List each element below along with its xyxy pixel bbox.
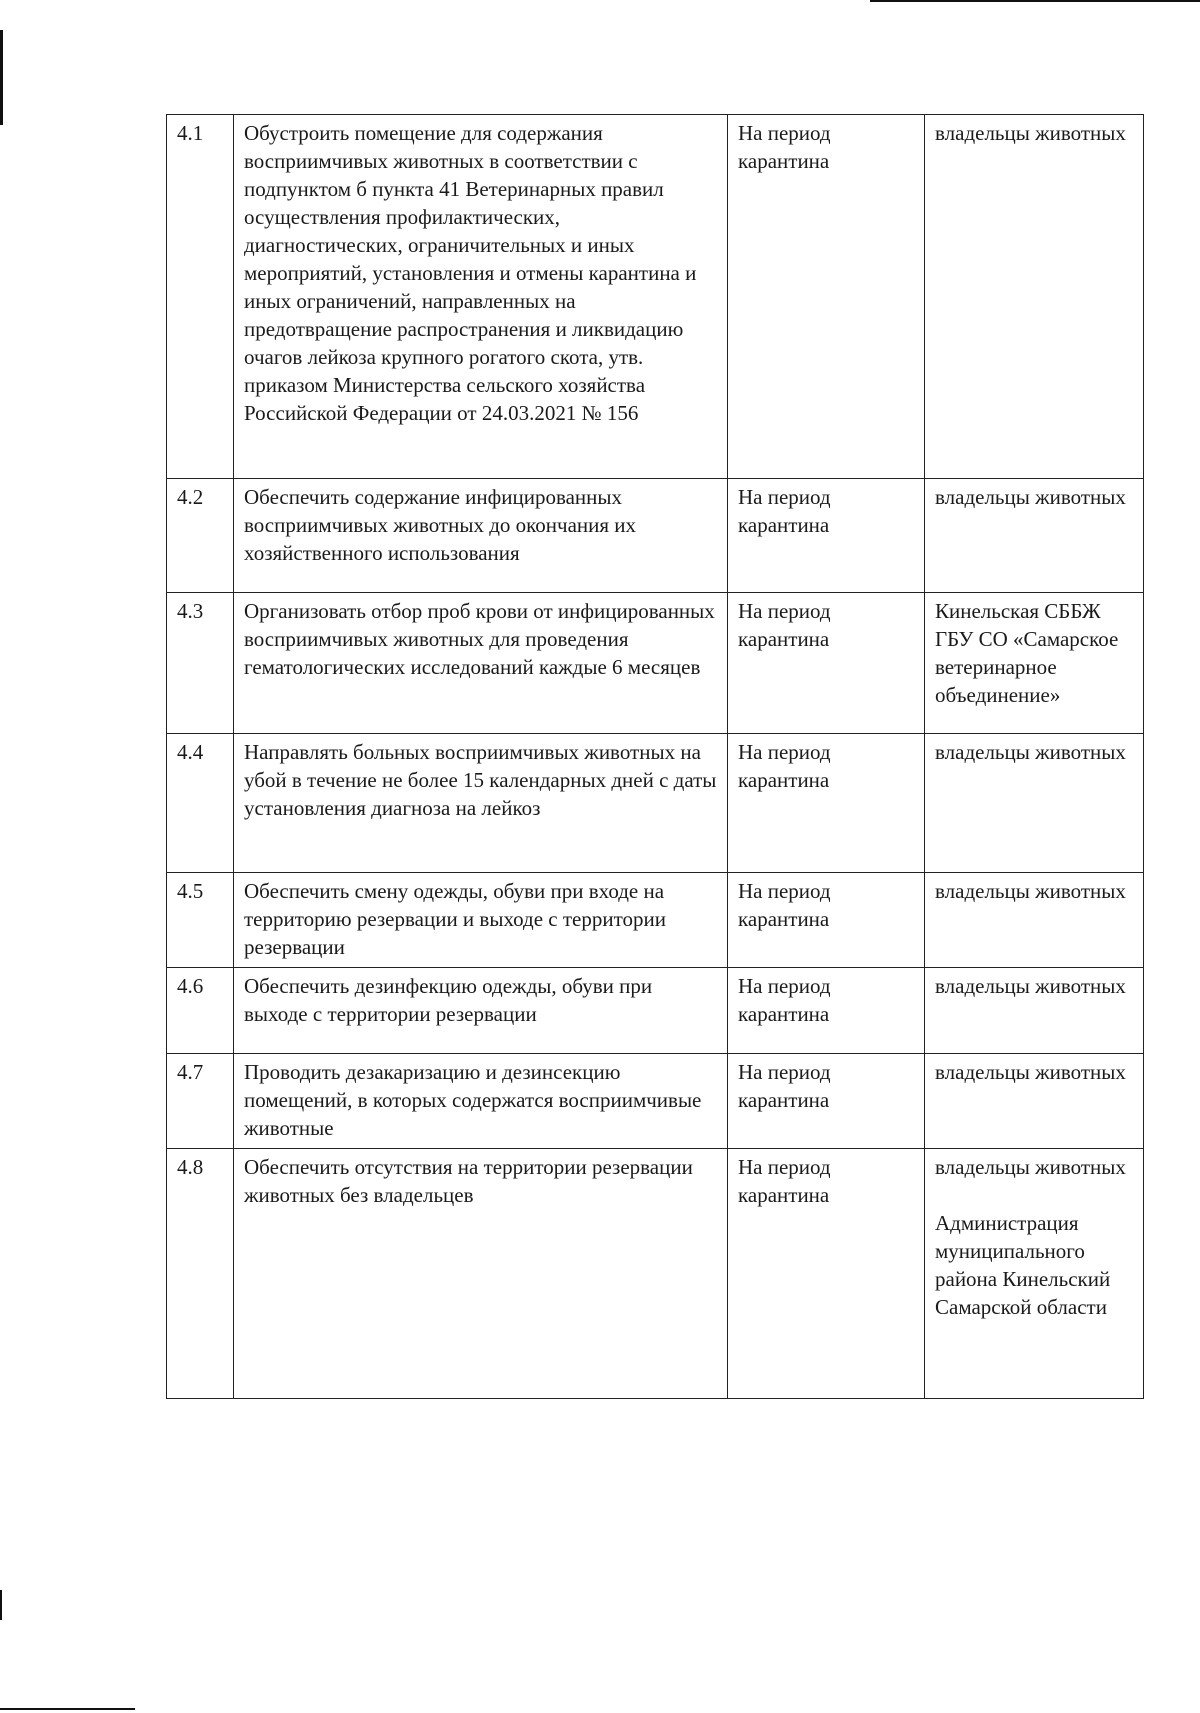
- row-number: 4.7: [167, 1054, 234, 1149]
- table-row: [167, 479, 1144, 593]
- responsible-text: владельцы животных: [925, 479, 1144, 593]
- table-row: [167, 734, 1144, 873]
- responsible-text: владельцы животных: [935, 1155, 1126, 1179]
- measure-text: Направлять больных восприимчивых животных на убой в течение не более 15 календарных дней с даты установления диагноза на лейкоз: [234, 734, 728, 873]
- measure-text: Организовать отбор проб крови от инфицированных восприимчивых животных для проведения гематологических исследований каждые 6 месяцев: [234, 593, 728, 734]
- row-number: 4.5: [167, 873, 234, 968]
- term-text: На период карантина: [728, 1054, 925, 1149]
- term-text: На период карантина: [728, 968, 925, 1054]
- scan-edge-mark: [0, 1590, 2, 1620]
- responsible-text: владельцы животных: [925, 873, 1144, 968]
- row-number: 4.4: [167, 734, 234, 873]
- table-row: [167, 115, 1144, 479]
- responsible-text: владельцы животных: [925, 734, 1144, 873]
- responsible-text: Кинельская СББЖ ГБУ СО «Самарское ветеринарное объединение»: [925, 593, 1144, 734]
- measure-text: Обеспечить содержание инфицированных восприимчивых животных до окончания их хозяйственного использования: [234, 479, 728, 593]
- measure-text: Обеспечить смену одежды, обуви при входе на территорию резервации и выходе с территории резервации: [234, 873, 728, 968]
- table-row: [167, 1149, 1144, 1399]
- row-number: 4.3: [167, 593, 234, 734]
- scan-edge-mark: [0, 1708, 135, 1710]
- measures-table: [166, 114, 1144, 1399]
- responsible-cell: [925, 1149, 1144, 1399]
- table-row: [167, 873, 1144, 968]
- table-row: [167, 968, 1144, 1054]
- table-row: [167, 593, 1144, 734]
- responsible-text: владельцы животных: [925, 968, 1144, 1054]
- scan-edge-mark: [0, 30, 3, 125]
- term-text: На период карантина: [728, 479, 925, 593]
- measure-text: Проводить дезакаризацию и дезинсекцию помещений, в которых содержатся восприимчивые животные: [234, 1054, 728, 1149]
- row-number: 4.2: [167, 479, 234, 593]
- responsible-text-secondary: Администрация муниципального района Кинельский Самарской области: [935, 1211, 1111, 1319]
- responsible-text: владельцы животных: [925, 115, 1144, 479]
- measure-text: Обеспечить дезинфекцию одежды, обуви при выходе с территории резервации: [234, 968, 728, 1054]
- term-text: На период карантина: [728, 593, 925, 734]
- term-text: На период карантина: [728, 115, 925, 479]
- responsible-text: владельцы животных: [925, 1054, 1144, 1149]
- row-number: 4.6: [167, 968, 234, 1054]
- cell-spacer: [935, 1181, 1135, 1209]
- table-row: [167, 1054, 1144, 1149]
- term-text: На период карантина: [728, 873, 925, 968]
- row-number: 4.8: [167, 1149, 234, 1399]
- row-number: 4.1: [167, 115, 234, 479]
- term-text: На период карантина: [728, 734, 925, 873]
- measure-text: Обеспечить отсутствия на территории резервации животных без владельцев: [234, 1149, 728, 1399]
- scan-edge-mark: [870, 0, 1200, 2]
- measure-text: Обустроить помещение для содержания восприимчивых животных в соответствии с подпунктом б пункта 41 Ветеринарных правил осуществления профилактических, диагностических, ограничительных и иных мероприятий, установления и отмены карантина и иных ограничений, направленных на предотвращение распространения и ликвидацию очагов лейкоза крупного рогатого скота, утв. приказом Министерства сельского хозяйства Российской Федерации от 24.03.2021 № 156: [234, 115, 728, 479]
- term-text: На период карантина: [728, 1149, 925, 1399]
